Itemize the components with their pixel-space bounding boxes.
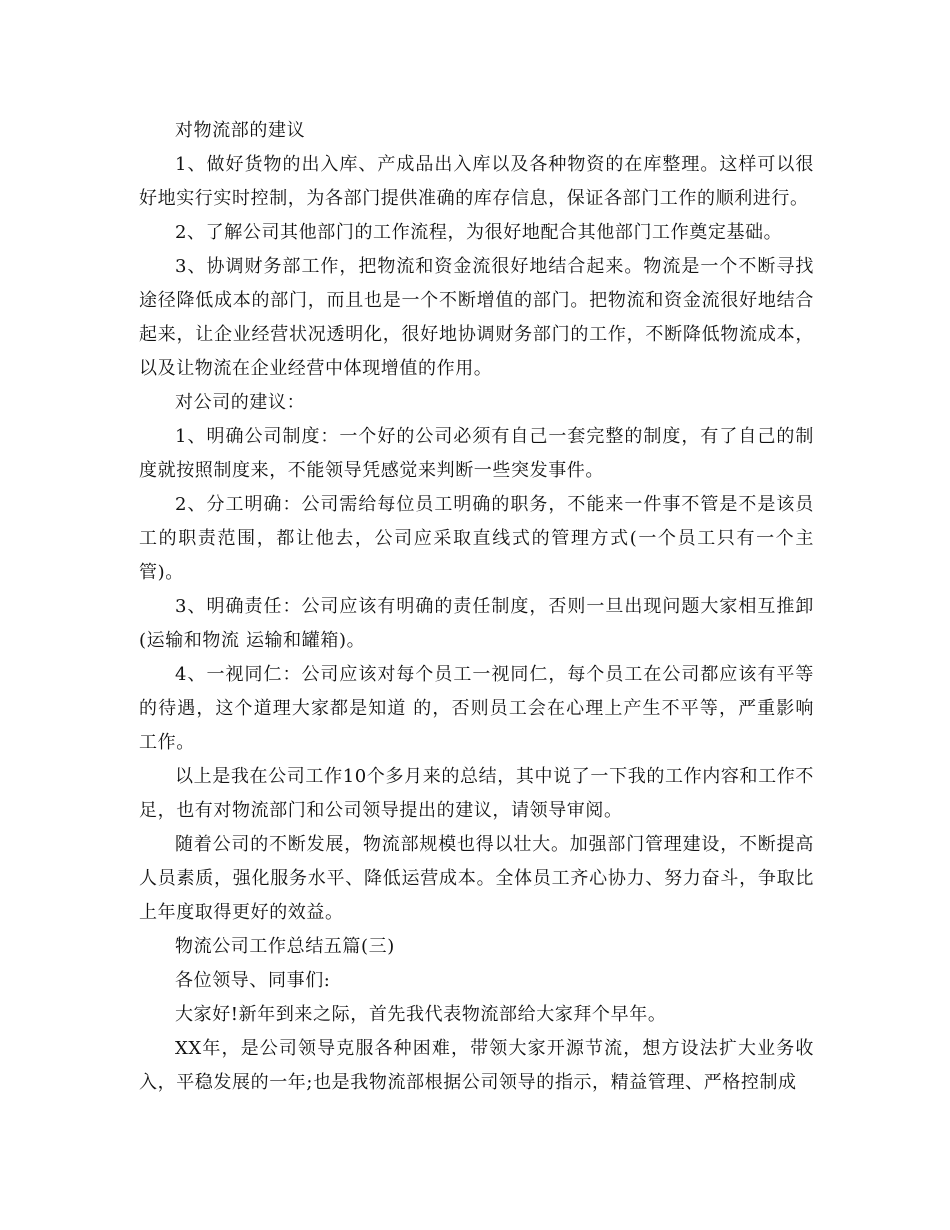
- paragraph: 1、明确公司制度：一个好的公司必须有自己一套完整的制度，有了自己的制度就按照制度来，不能领导凭感觉来判断一些突发事件。: [139, 426, 814, 481]
- paragraph: XX年，是公司领导克服各种困难，带领大家开源节流，想方设法扩大业务收入，平稳发展的一年;也是我物流部根据公司领导的指示，精益管理、严格控制成: [139, 1038, 814, 1093]
- section-heading: 物流公司工作总结五篇(三): [175, 936, 395, 957]
- paragraph: 2、了解公司其他部门的工作流程，为很好地配合其他部门工作奠定基础。: [175, 222, 783, 243]
- document-body: [139, 114, 814, 1100]
- paragraph: 1、做好货物的出入库、产成品出入库以及各种物资的在库整理。这样可以很好地实行实时控制，为各部门提供准确的库存信息，保证各部门工作的顺利进行。: [139, 154, 814, 209]
- paragraph: 3、明确责任：公司应该有明确的责任制度，否则一旦出现问题大家相互推卸(运输和物流 运输和罐箱)。: [139, 596, 814, 651]
- salutation: 各位领导、同事们:: [175, 970, 331, 991]
- paragraph: 对物流部的建议: [175, 120, 306, 141]
- paragraph: 对公司的建议：: [175, 392, 306, 413]
- paragraph: 随着公司的不断发展，物流部规模也得以壮大。加强部门管理建设，不断提高人员素质，强化服务水平、降低运营成本。全体员工齐心协力、努力奋斗，争取比上年度取得更好的效益。: [139, 834, 814, 923]
- paragraph: 大家好!新年到来之际，首先我代表物流部给大家拜个早年。: [175, 1004, 667, 1025]
- paragraph: 以上是我在公司工作10个多月来的总结，其中说了一下我的工作内容和工作不足，也有对物流部门和公司领导提出的建议，请领导审阅。: [139, 766, 814, 821]
- paragraph: 3、协调财务部工作，把物流和资金流很好地结合起来。物流是一个不断寻找途径降低成本的部门，而且也是一个不断增值的部门。把物流和资金流很好地结合起来，让企业经营状况透明化，很好地协调财务部门的工作，不断降低物流成本，以及让物流在企业经营中体现增值的作用。: [139, 256, 814, 379]
- paragraph: 4、一视同仁：公司应该对每个员工一视同仁，每个员工在公司都应该有平等的待遇，这个道理大家都是知道 的，否则员工会在心理上产生不平等，严重影响工作。: [139, 664, 814, 753]
- paragraph: 2、分工明确：公司需给每位员工明确的职务，不能来一件事不管是不是该员工的职责范围，都让他去，公司应采取直线式的管理方式(一个员工只有一个主管)。: [139, 494, 814, 583]
